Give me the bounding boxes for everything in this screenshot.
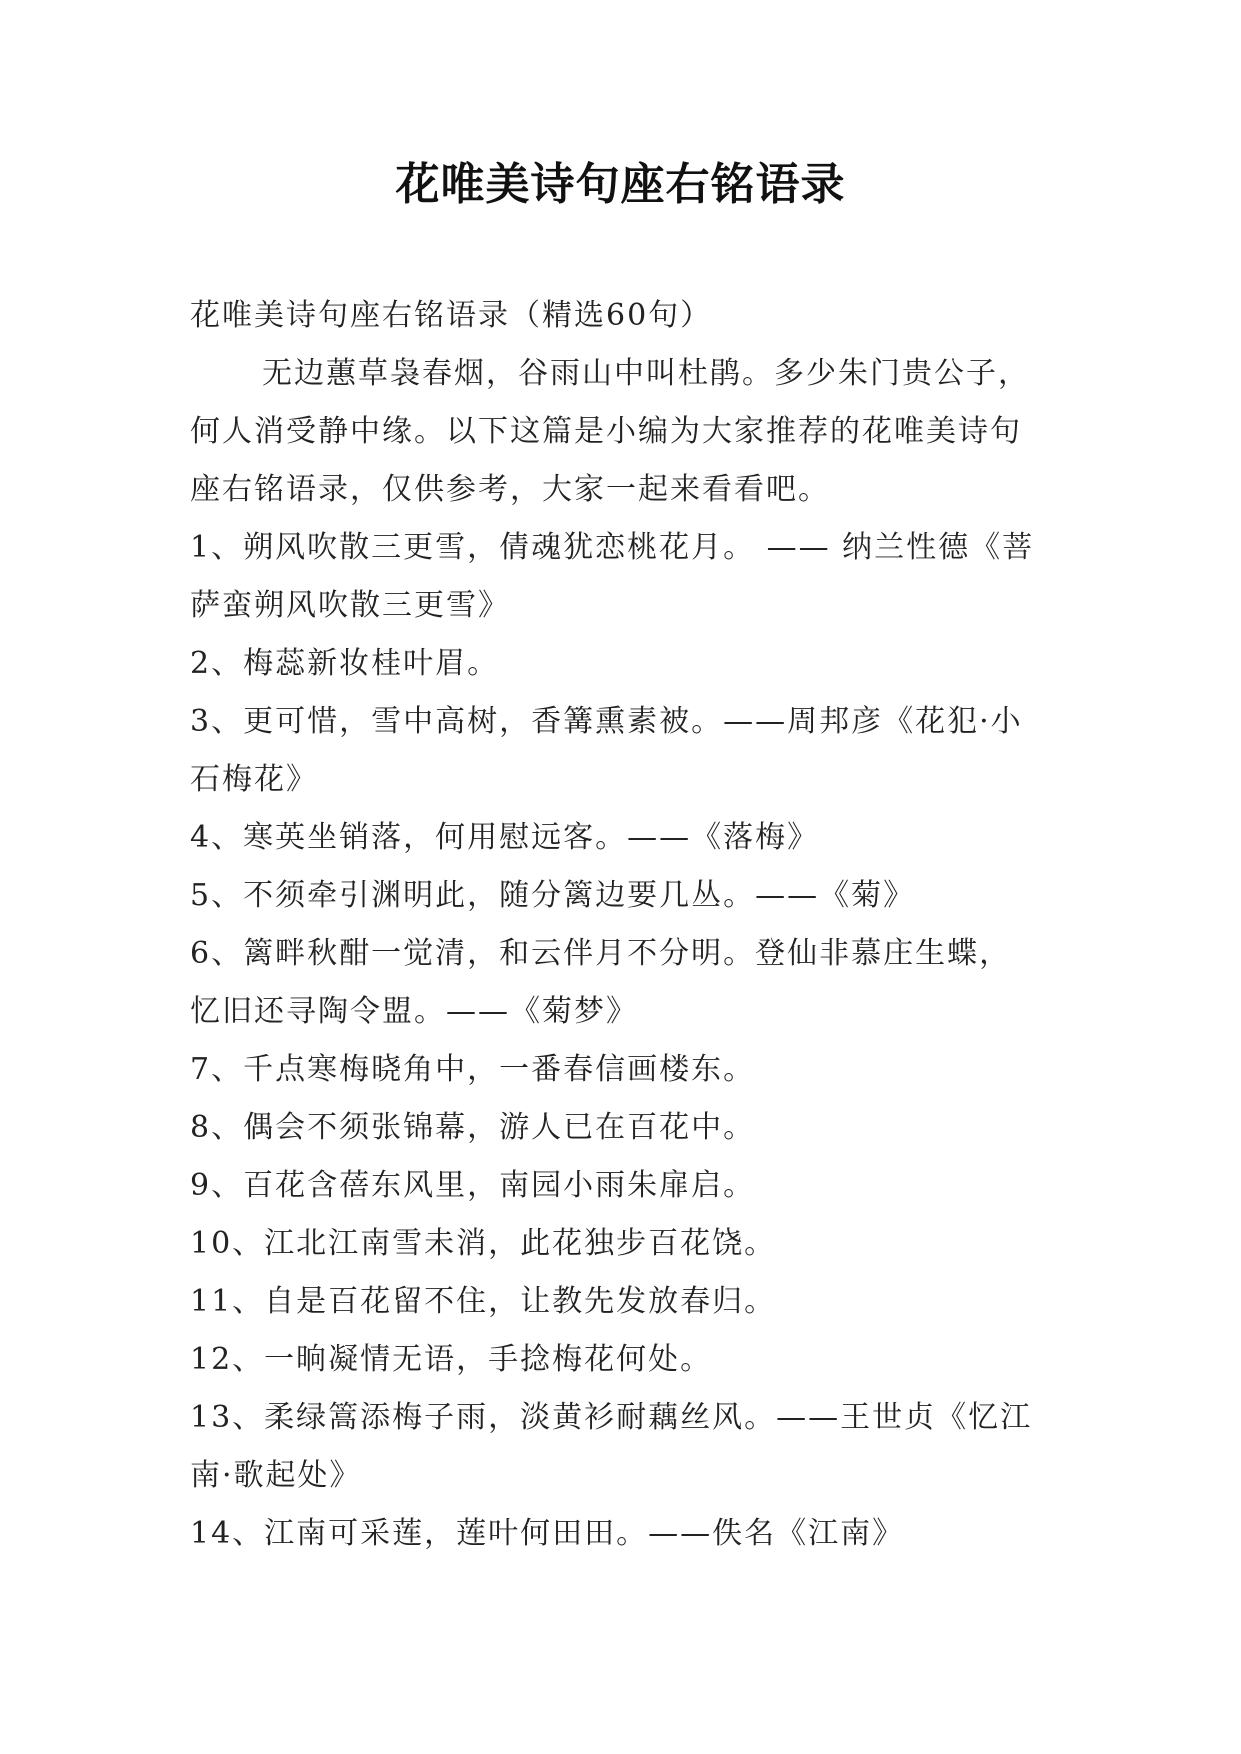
quote-line: 萨蛮朔风吹散三更雪》 <box>190 588 510 623</box>
intro-line: 无边蕙草袅春烟，谷雨山中叫杜鹃。多少朱门贵公子， <box>262 356 1030 391</box>
intro-line: 何人消受静中缘。以下这篇是小编为大家推荐的花唯美诗句 <box>190 414 1022 449</box>
document-title: 花唯美诗句座右铭语录 <box>395 159 846 210</box>
quote-line: 3、更可惜，雪中高树，香篝熏素被。——周邦彦《花犯·小 <box>190 704 1023 739</box>
document-body <box>190 287 1070 1563</box>
quote-line: 11、自是百花留不住，让教先发放春归。 <box>190 1284 777 1319</box>
quote-line: 4、寒英坐销落，何用慰远客。——《落梅》 <box>190 820 820 855</box>
quote-line: 5、不须牵引渊明此，随分篱边要几丛。——《菊》 <box>190 878 916 913</box>
quote-line: 13、柔绿篙添梅子雨，淡黄衫耐藕丝风。——王世贞《忆江 <box>190 1400 1033 1435</box>
quote-line: 7、千点寒梅晓角中，一番春信画楼东。 <box>190 1052 756 1087</box>
quote-line: 9、百花含蓓东风里，南园小雨朱扉启。 <box>190 1168 756 1203</box>
quote-line: 10、江北江南雪未消，此花独步百花饶。 <box>190 1226 777 1261</box>
quote-line: 石梅花》 <box>190 762 318 797</box>
quote-line: 2、梅蕊新妆桂叶眉。 <box>190 646 500 681</box>
quote-line: 6、篱畔秋酣一觉清，和云伴月不分明。登仙非慕庄生蝶， <box>190 936 1012 971</box>
intro-line: 座右铭语录，仅供参考，大家一起来看看吧。 <box>190 472 830 507</box>
quote-line: 忆旧还寻陶令盟。——《菊梦》 <box>190 994 638 1029</box>
quote-line: 14、江南可采莲，莲叶何田田。——佚名《江南》 <box>190 1516 905 1551</box>
subtitle-line: 花唯美诗句座右铭语录（精选60句） <box>190 298 713 333</box>
quote-line: 12、一晌凝情无语，手捻梅花何处。 <box>190 1342 713 1377</box>
quote-line: 1、朔风吹散三更雪，倩魂犹恋桃花月。 —— 纳兰性德《菩 <box>190 530 1035 565</box>
quote-line: 南·歌起处》 <box>190 1458 362 1493</box>
quote-line: 8、偶会不须张锦幕，游人已在百花中。 <box>190 1110 756 1145</box>
